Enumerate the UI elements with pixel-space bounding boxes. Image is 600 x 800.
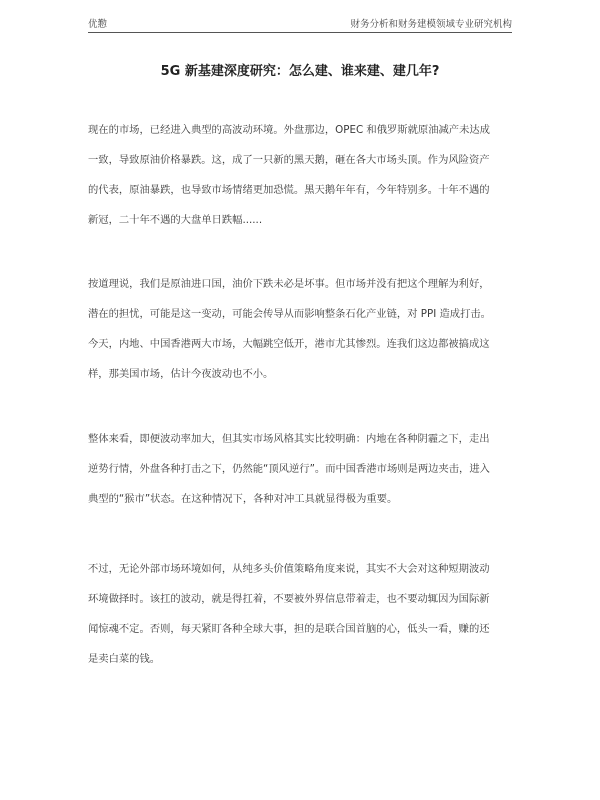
- paragraph-line: 典型的“猴市”状态。在这种情况下，各种对冲工具就显得极为重要。: [88, 493, 398, 505]
- paragraph-1: [88, 115, 512, 235]
- paragraph-2: [88, 269, 512, 389]
- paragraph-line: 是卖白菜的钱。: [88, 653, 161, 665]
- paragraph-line: 样，那美国市场，估计今夜波动也不小。: [88, 368, 274, 380]
- paragraph-line: 现在的市场，已经进入典型的高波动环境。外盘那边，OPEC 和俄罗斯就原油减产未达成: [88, 124, 490, 136]
- document-title: 5G 新基建深度研究：怎么建、谁来建、建几年?: [160, 64, 440, 79]
- paragraph-line: 环境做择时。该扛的波动，就是得扛着，不要被外界信息带着走，也不要动辄因为国际新: [88, 593, 490, 605]
- paragraph-line: 新冠，二十年不遇的大盘单日跌幅......: [88, 214, 263, 226]
- paragraph-line: 整体来看，即便波动率加大，但其实市场风格其实比较明确：内地在各种阴霾之下，走出: [88, 433, 490, 445]
- paragraph-line: 潜在的担忧，可能是这一变动，可能会传导从而影响整条石化产业链，对 PPI 造成打击。: [88, 308, 491, 320]
- paragraph-4: [88, 554, 512, 674]
- header-tagline: 财务分析和财务建模领域专业研究机构: [350, 19, 512, 30]
- paragraph-line: 一致，导致原油价格暴跌。这，成了一只新的黑天鹅，砸在各大市场头顶。作为风险资产: [88, 154, 490, 166]
- paragraph-line: 不过，无论外部市场环境如何，从纯多头价值策略角度来说，其实不大会对这种短期波动: [88, 563, 490, 575]
- paragraph-line: 今天，内地、中国香港两大市场，大幅跳空低开，港市尤其惨烈。连我们这边都被搞成这: [88, 338, 490, 350]
- page-header: [88, 14, 512, 33]
- paragraph-line: 按道理说，我们是原油进口国，油价下跌未必是坏事。但市场并没有把这个理解为利好，: [88, 278, 490, 290]
- paragraph-line: 的代表，原油暴跌，也导致市场情绪更加恐慌。黑天鹅年年有，今年特别多。十年不遇的: [88, 184, 490, 196]
- paragraph-line: 逆势行情，外盘各种打击之下，仍然能“顶风逆行”。而中国香港市场则是两边夹击，进入: [88, 463, 490, 475]
- header-brand: 优懃: [88, 19, 108, 30]
- paragraph-3: [88, 424, 512, 514]
- paragraph-line: 闻惊魂不定。否则，每天紧盯各种全球大事，担的是联合国首脑的心，低头一看，赚的还: [88, 623, 490, 635]
